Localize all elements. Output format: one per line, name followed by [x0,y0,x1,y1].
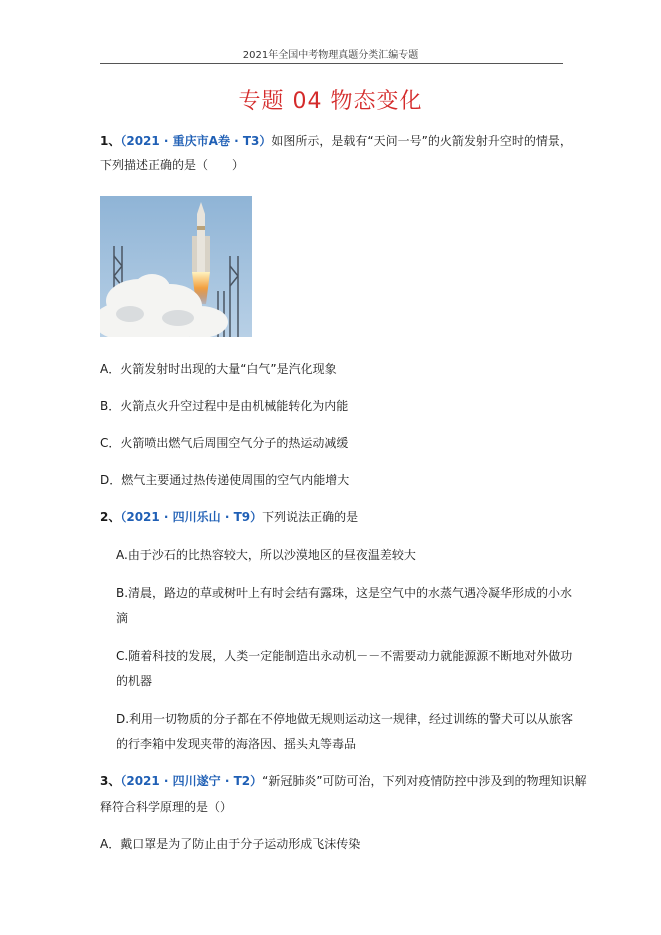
q3-option-a: A．戴口罩是为了防止由于分子运动形成飞沫传染 [100,837,361,851]
q2-option-d: D.利用一切物质的分子都在不停地做无规则运动这一规律，经过训练的警犬可以从旅客 [116,712,574,726]
question-text: 下列说法正确的是 [262,510,359,524]
question-source-tag: （2021 · 四川乐山 · T9） [120,510,263,524]
question-1-stem [100,133,572,149]
rocket-launch-image [100,196,252,337]
question-number: 3、 [100,774,121,788]
question-3-stem [100,773,587,789]
q2-option-b: B.清晨，路边的草或树叶上有时会结有露珠，这是空气中的水蒸气遇冷凝华形成的小水 [116,586,573,600]
header-divider [100,63,563,64]
q1-option-a: A．火箭发射时出现的大量“白气”是汽化现象 [100,362,337,376]
q2-option-d-cont: 的行李箱中发现夹带的海洛因、摇头丸等毒品 [116,737,357,751]
question-source-tag: （2021 · 重庆市A卷 · T3） [120,134,272,148]
page-title: 专题 04 物态变化 [238,89,423,114]
q2-option-c-cont: 的机器 [116,674,153,688]
q1-option-c: C．火箭喷出燃气后周围空气分子的热运动减缓 [100,436,349,450]
q2-option-a: A.由于沙石的比热容较大，所以沙漠地区的昼夜温差较大 [116,548,416,562]
page-header: 2021年全国中考物理真题分类汇编专题 [242,50,419,61]
q1-option-b: B．火箭点火升空过程中是由机械能转化为内能 [100,399,349,413]
q2-option-c: C.随着科技的发展，人类一定能制造出永动机－－不需要动力就能源源不断地对外做功 [116,649,573,663]
question-1-stem-cont: 下列描述正确的是（ ） [100,158,245,172]
q2-option-b-cont: 滴 [116,611,129,625]
question-2-stem [100,509,358,525]
question-source-tag: （2021 · 四川遂宁 · T2） [120,774,263,788]
question-3-stem-cont: 释符合科学原理的是（） [100,800,233,814]
question-text: “新冠肺炎”可防可治，下列对疫情防控中涉及到的物理知识解 [262,774,587,788]
q1-option-d: D．燃气主要通过热传递使周围的空气内能增大 [100,473,350,487]
question-text: 如图所示，是载有“天问一号”的火箭发射升空时的情景， [271,134,572,148]
question-number: 2、 [100,510,121,524]
question-number: 1、 [100,134,121,148]
